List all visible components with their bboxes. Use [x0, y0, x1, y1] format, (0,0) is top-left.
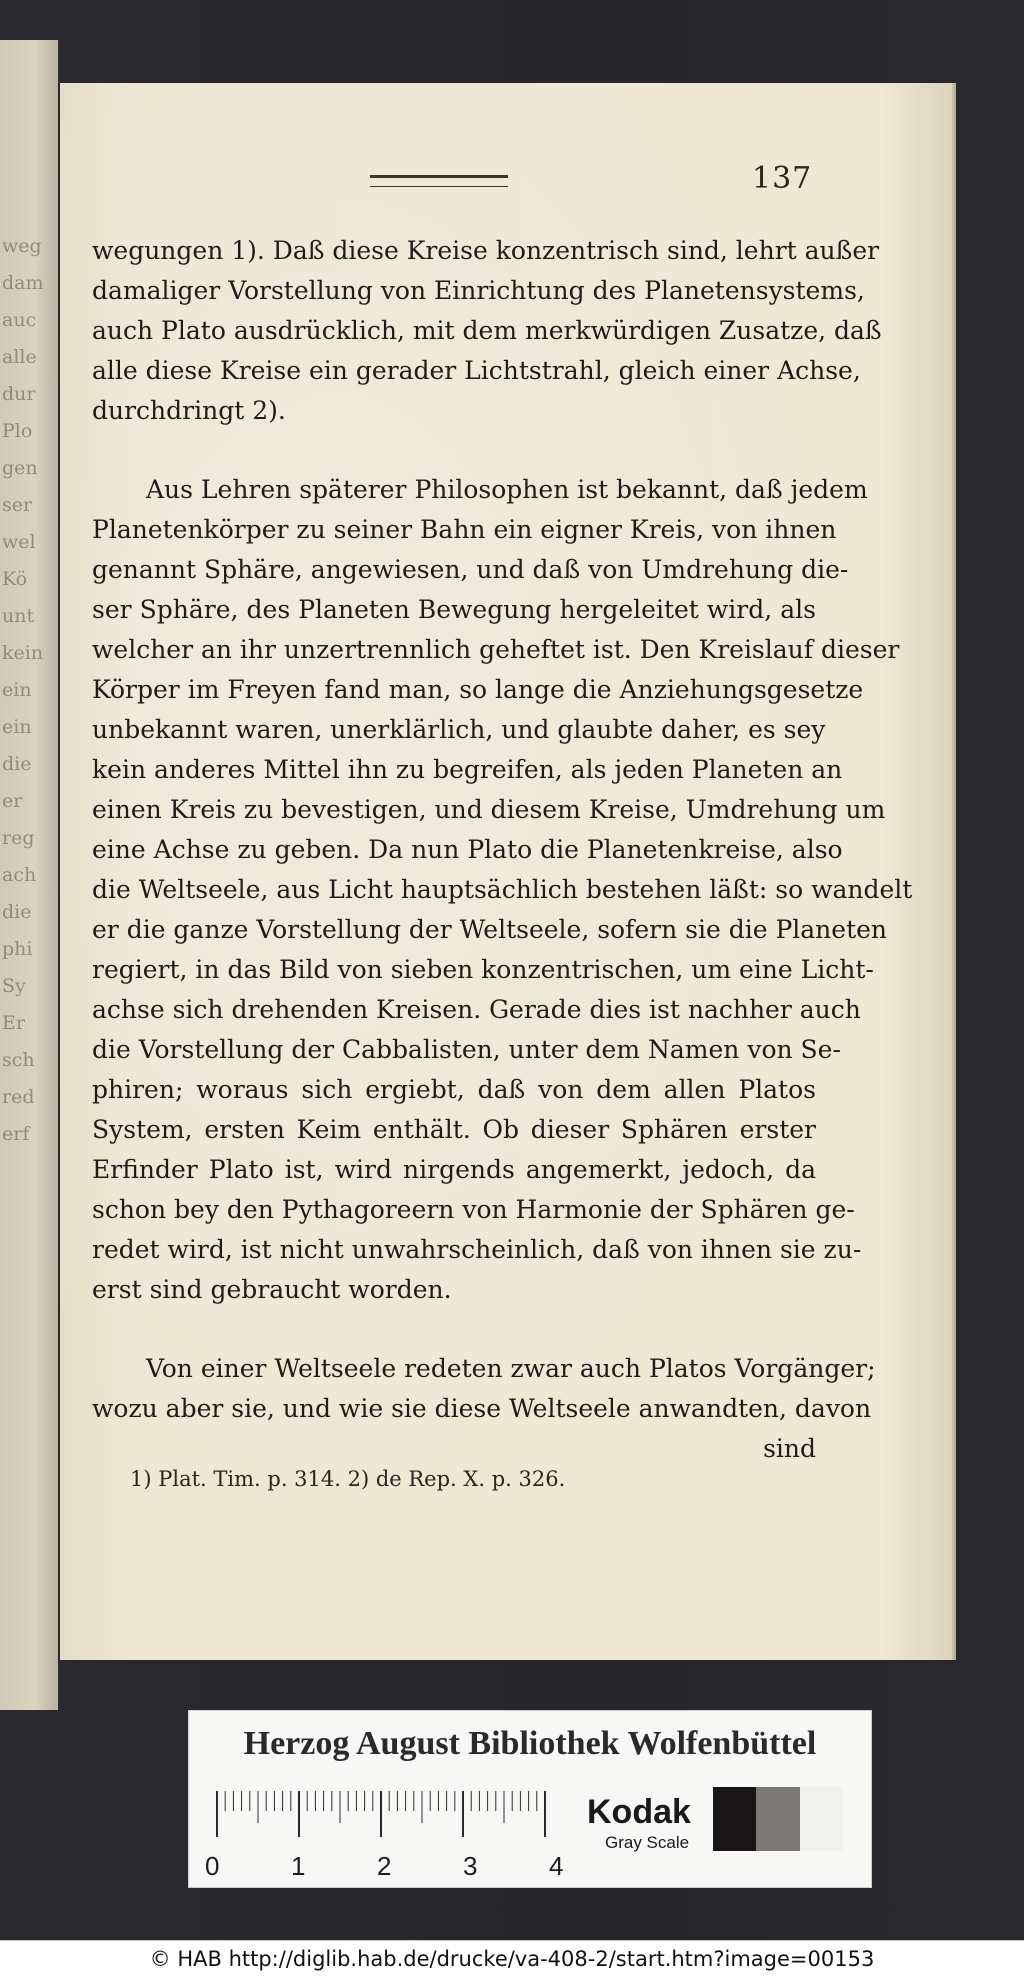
- text-line: durchdringt 2).: [92, 396, 286, 425]
- margin-fragment: Plo: [2, 420, 33, 442]
- ruler-label: 3: [463, 1851, 478, 1881]
- margin-fragment: ser: [2, 494, 33, 516]
- text-line: achse sich drehenden Kreisen. Gerade dies ist nachher auch: [92, 995, 861, 1024]
- ruler-label: 0: [205, 1851, 220, 1881]
- text-line: schon bey den Pythagoreern von Harmonie der Sphären ge-: [92, 1195, 855, 1224]
- gray-scale-label: Gray Scale: [605, 1833, 690, 1852]
- ruler-labels: [205, 1851, 585, 1881]
- paragraph: [92, 1349, 876, 1469]
- text-line: wozu aber sie, und wie sie diese Weltseele anwandten, davon: [92, 1394, 872, 1423]
- margin-fragment: die: [2, 901, 32, 923]
- text-line: einen Kreis zu bevestigen, und diesem Kreise, Umdrehung um: [92, 795, 886, 824]
- gray-swatch: [800, 1787, 843, 1851]
- text-line: wegungen 1). Daß diese Kreise konzentrisch sind, lehrt außer: [92, 236, 880, 265]
- header-rule: [370, 175, 508, 187]
- text-line: damaliger Vorstellung von Einrichtung des Planetensystems,: [92, 276, 865, 305]
- margin-fragment: Er: [2, 1012, 25, 1034]
- margin-fragment: dam: [2, 272, 44, 294]
- margin-fragment: gen: [2, 457, 38, 479]
- margin-fragment: ach: [2, 864, 37, 886]
- ruler-label: 1: [291, 1851, 306, 1881]
- text-line: welcher an ihr unzertrennlich geheftet ist. Den Kreislauf dieser: [92, 635, 900, 664]
- margin-fragment: er: [2, 790, 23, 812]
- margin-fragment: ein: [2, 679, 32, 701]
- book-page: [60, 83, 952, 1660]
- margin-fragment: auc: [2, 309, 37, 331]
- text-line: Von einer Weltseele redeten zwar auch Platos Vorgänger;: [146, 1354, 876, 1383]
- paragraph: [92, 470, 913, 1310]
- text-line: er die ganze Vorstellung der Weltseele, sofern sie die Planeten: [92, 915, 888, 944]
- text-line: kein anderes Mittel ihn zu begreifen, als jeden Planeten an: [92, 755, 843, 784]
- margin-fragment: erf: [2, 1123, 30, 1145]
- margin-fragment: unt: [2, 605, 35, 627]
- text-line: System, ersten Keim enthält. Ob dieser Sphären erster: [92, 1115, 816, 1144]
- text-line: Erfinder Plato ist, wird nirgends angemerkt, jedoch, da: [92, 1155, 816, 1184]
- margin-fragment: Sy: [2, 975, 26, 997]
- text-line: redet wird, ist nicht unwahrscheinlich, daß von ihnen sie zu-: [92, 1235, 862, 1264]
- copyright-url[interactable]: © HAB http://diglib.hab.de/drucke/va-408-2/start.htm?image=00153: [149, 1947, 875, 1971]
- text-line: Planetenkörper zu seiner Bahn ein eigner Kreis, von ihnen: [92, 515, 837, 544]
- library-name: Herzog August Bibliothek Wolfenbüttel: [243, 1725, 817, 1762]
- margin-fragment: die: [2, 753, 32, 775]
- margin-fragment: red: [2, 1086, 35, 1108]
- text-line: ser Sphäre, des Planeten Bewegung hergeleitet wird, als: [92, 595, 816, 624]
- ruler-label: 2: [377, 1851, 392, 1881]
- text-line: auch Plato ausdrücklich, mit dem merkwürdigen Zusatze, daß: [92, 316, 882, 345]
- kodak-logo: Kodak: [587, 1793, 691, 1831]
- margin-fragment: weg: [2, 235, 42, 257]
- gray-swatch: [756, 1787, 799, 1851]
- text-line: phiren; woraus sich ergiebt, daß von dem allen Platos: [92, 1075, 816, 1104]
- text-line: alle diese Kreise ein gerader Lichtstrahl, gleich einer Achse,: [92, 356, 861, 385]
- margin-fragment: phi: [2, 938, 33, 960]
- text-line: erst sind gebraucht worden.: [92, 1275, 452, 1304]
- text-line: regiert, in das Bild von sieben konzentrischen, um eine Licht-: [92, 955, 874, 984]
- previous-page-edge: [0, 40, 58, 1710]
- margin-fragment: ein: [2, 716, 32, 738]
- text-line: eine Achse zu geben. Da nun Plato die Planetenkreise, also: [92, 835, 843, 864]
- margin-fragment: reg: [2, 827, 35, 849]
- gray-swatch: [713, 1787, 756, 1851]
- margin-fragment: sch: [2, 1049, 35, 1071]
- margin-fragment: kein: [2, 642, 44, 664]
- margin-fragment: Kö: [2, 568, 28, 590]
- text-line: Körper im Freyen fand man, so lange die Anziehungsgesetze: [92, 675, 864, 704]
- margin-fragment: dur: [2, 383, 36, 405]
- paragraph: [92, 231, 882, 431]
- page-number: 137: [752, 161, 813, 196]
- copyright-footer: [0, 1940, 1024, 1981]
- text-line: die Vorstellung der Cabbalisten, unter dem Namen von Se-: [92, 1035, 841, 1064]
- color-calibration-card: [188, 1710, 872, 1888]
- ruler-label: 4: [549, 1851, 564, 1881]
- text-line: Aus Lehren späterer Philosophen ist bekannt, daß jedem: [146, 475, 868, 504]
- text-line: sind: [763, 1434, 816, 1463]
- text-line: die Weltseele, aus Licht hauptsächlich bestehen läßt: so wandelt: [92, 875, 913, 904]
- footnotes: 1) Plat. Tim. p. 314. 2) de Rep. X. p. 326.: [130, 1467, 566, 1491]
- text-line: unbekannt waren, unerklärlich, und glaubte daher, es sey: [92, 715, 826, 744]
- gray-scale-swatches: [713, 1787, 843, 1851]
- margin-fragment: wel: [2, 531, 36, 553]
- margin-fragment: alle: [2, 346, 37, 368]
- scale-ruler: [211, 1789, 551, 1839]
- page-body-text: [92, 231, 913, 1508]
- text-line: genannt Sphäre, angewiesen, und daß von Umdrehung die-: [92, 555, 849, 584]
